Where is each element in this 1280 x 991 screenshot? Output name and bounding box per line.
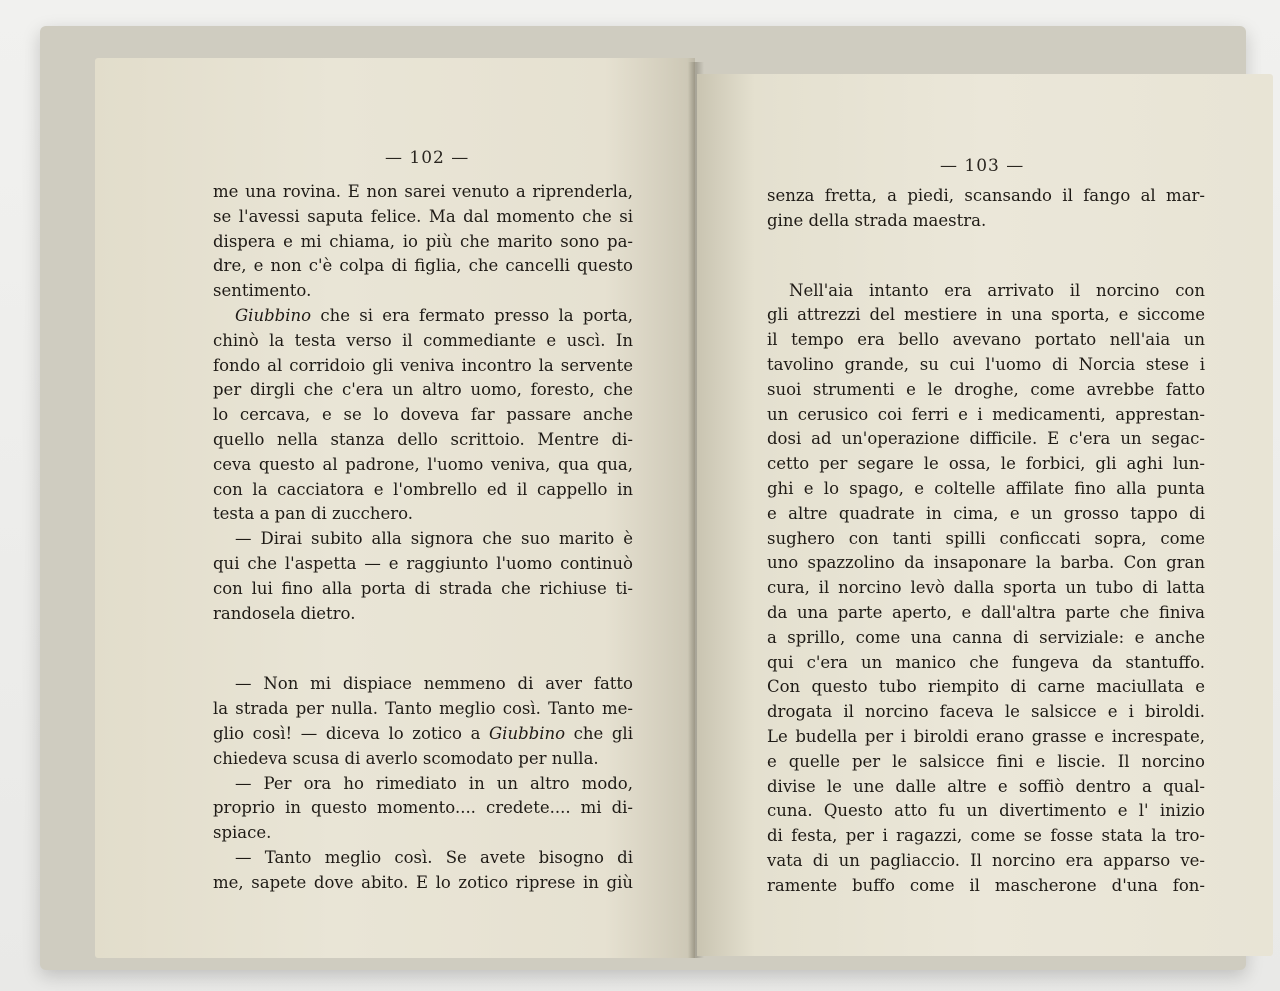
text-fragment: glio così! — diceva lo zotico a (213, 723, 481, 743)
text-line: dispera e mi chiama, io più che marito sono pa- (213, 231, 633, 251)
text-line: chiedeva scusa di averlo scomodato per nulla. (213, 748, 599, 768)
text-line: dre, e non c'è colpa di figlia, che cancelli questo (213, 256, 633, 276)
text-line: vata di un pagliaccio. Il norcino era apparso ve- (767, 850, 1205, 870)
text-line: divise le une dalle altre e soffiò dentro a qual- (767, 776, 1205, 796)
text-line: da una parte aperto, e dall'altra parte che finiva (767, 602, 1205, 622)
text-line: a sprillo, come una canna di serviziale: e anche (767, 627, 1205, 647)
left-page-text (213, 180, 633, 896)
open-book (40, 26, 1246, 970)
text-line: gine della strada maestra. (767, 210, 987, 230)
left-page (95, 58, 695, 958)
text-line: me una rovina. E non sarei venuto a riprenderla, (213, 182, 633, 201)
text-line: spiace. (213, 823, 272, 843)
text-line: cura, il norcino levò dalla sporta un tubo di latta (767, 578, 1205, 598)
section-break (213, 626, 633, 672)
text-line: con la cacciatora e l'ombrello ed il cappello in (213, 479, 633, 499)
text-line: suoi strumenti e le droghe, come avrebbe fatto (767, 379, 1205, 399)
text-line: Con questo tubo riempito di carne maciullata e (767, 677, 1205, 697)
text-line: qui c'era un manico che fungeva da stantuffo. (767, 652, 1205, 672)
text-line: testa a pan di zucchero. (213, 504, 413, 524)
text-line: se l'avessi saputa felice. Ma dal momento che si (213, 206, 633, 226)
text-line: Le budella per i biroldi erano grasse e increspate, (767, 726, 1205, 746)
text-fragment: che gli (573, 723, 633, 743)
text-line: me, sapete dove abito. E lo zotico riprese in giù (213, 872, 633, 892)
text-line: — Dirai subito alla signora che suo marito è (235, 529, 633, 549)
text-line: gli attrezzi del mestiere in una sporta, e siccome (767, 305, 1205, 325)
text-line: ghi e lo spago, e coltelle affilate fino alla punta (767, 478, 1205, 498)
text-line: quello nella stanza dello scrittoio. Mentre di- (213, 429, 633, 449)
text-line: il tempo era bello avevano portato nell'aia un (767, 330, 1205, 350)
text-line: proprio in questo momento.... credete.... mi di- (213, 798, 633, 818)
text-line: — Tanto meglio così. Se avete bisogno di (235, 847, 633, 867)
text-line: qui che l'aspetta — e raggiunto l'uomo continuò (213, 553, 633, 573)
text-line: chinò la testa verso il commediante e uscì. In (213, 330, 633, 350)
text-line: senza fretta, a piedi, scansando il fango al mar- (767, 186, 1205, 205)
text-line: tavolino grande, su cui l'uomo di Norcia stese i (767, 354, 1205, 374)
text-line: ceva questo al padrone, l'uomo veniva, qua qua, (213, 454, 633, 474)
text-fragment: che si era fermato presso la porta, (320, 305, 634, 325)
text-line: sentimento. (213, 281, 312, 301)
text-line: lo cercava, e se lo doveva far passare anche (213, 405, 633, 425)
text-line: la strada per nulla. Tanto meglio così. Tanto me- (213, 699, 633, 719)
text-line: con lui fino alla porta di strada che richiuse ti- (213, 578, 633, 598)
text-line: un cerusico coi ferri e i medicamenti, apprestan- (767, 404, 1205, 424)
text-line: e altre quadrate in cima, e un grosso tappo di (767, 503, 1205, 523)
left-page-number: — 102 — (385, 148, 470, 168)
text-line: drogata il norcino faceva le salsicce e i biroldi. (767, 702, 1205, 722)
text-line: randosela dietro. (213, 603, 356, 623)
section-break (767, 234, 1205, 279)
text-line: — Per ora ho rimediato in un altro modo, (235, 773, 633, 793)
character-name: Giubbino (235, 305, 312, 325)
text-line: e quelle per le salsicce fini e liscie. Il norcino (767, 751, 1205, 771)
text-line: di festa, per i ragazzi, come se fosse stata la tro- (767, 826, 1205, 846)
text-line: cetto per segare le ossa, le forbici, gli aghi lun- (767, 454, 1205, 474)
text-line (213, 722, 633, 747)
right-page (697, 74, 1273, 956)
character-name: Giubbino (489, 723, 566, 743)
text-line: — Non mi dispiace nemmeno di aver fatto (235, 674, 633, 694)
text-line: per dirgli che c'era un altro uomo, foresto, che (213, 380, 633, 400)
text-line: dosi ad un'operazione difficile. E c'era un segac- (767, 429, 1205, 449)
text-line: sughero con tanti spilli conficcati sopra, come (767, 528, 1205, 548)
text-line: uno spazzolino da insaponare la barba. Con gran (767, 553, 1205, 573)
text-line: cuna. Questo atto fu un divertimento e l' inizio (767, 801, 1205, 821)
text-line (213, 304, 633, 329)
right-page-text (767, 184, 1205, 899)
text-line: Nell'aia intanto era arrivato il norcino con (789, 280, 1205, 300)
right-page-number: — 103 — (940, 156, 1025, 176)
text-line: fondo al corridoio gli veniva incontro la servente (213, 355, 633, 375)
text-line: ramente buffo come il mascherone d'una fon- (767, 875, 1205, 895)
